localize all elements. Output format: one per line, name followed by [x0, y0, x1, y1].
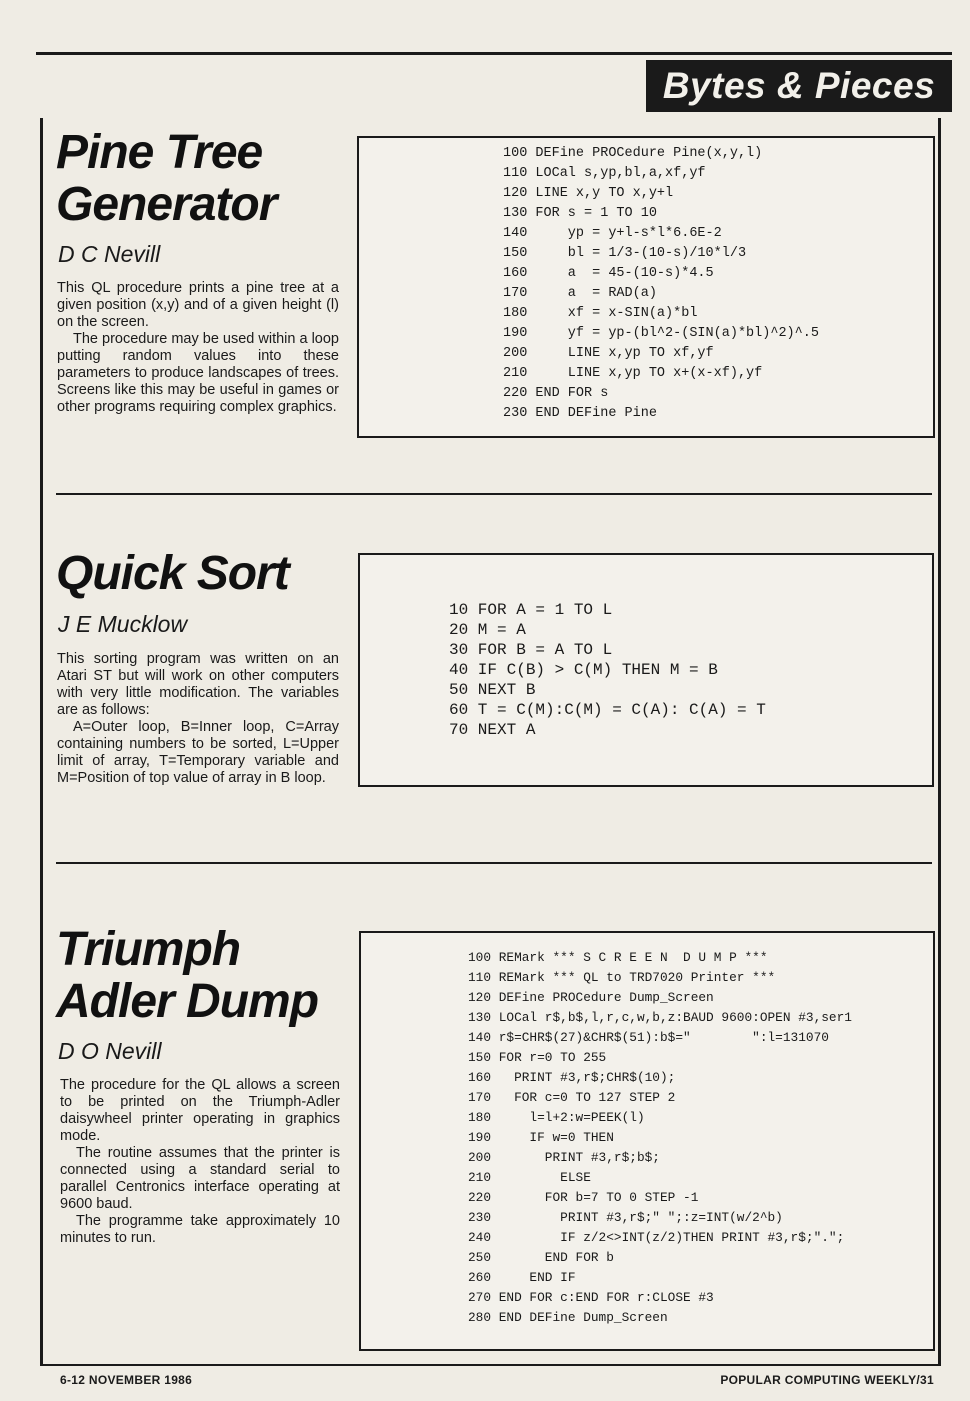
code-line: 70 NEXT A — [449, 721, 536, 739]
article-body — [57, 280, 339, 416]
code-line: 140 yp = y+l-s*l*6.6E-2 — [503, 226, 722, 241]
top-rule — [36, 52, 952, 55]
code-line: 210 LINE x,yp TO x+(x-xf),yf — [503, 366, 763, 381]
right-border-rule — [938, 118, 941, 1366]
code-listing — [503, 144, 819, 424]
code-line: 110 REMark *** QL to TRD7020 Printer *** — [468, 970, 776, 985]
code-line: 200 LINE x,yp TO xf,yf — [503, 346, 714, 361]
code-line: 200 PRINT #3,r$;b$; — [468, 1150, 660, 1165]
code-line: 280 END DEFine Dump_Screen — [468, 1310, 668, 1325]
section-divider — [56, 862, 932, 864]
left-border-rule — [40, 118, 43, 1366]
article-author: J E Mucklow — [58, 611, 188, 637]
code-line: 50 NEXT B — [449, 681, 536, 699]
code-line: 30 FOR B = A TO L — [449, 641, 613, 659]
code-line: 180 l=l+2:w=PEEK(l) — [468, 1110, 645, 1125]
code-line: 100 DEFine PROCedure Pine(x,y,l) — [503, 146, 763, 161]
code-line: 100 REMark *** S C R E E N D U M P *** — [468, 950, 768, 965]
footer-date: 6-12 NOVEMBER 1986 — [60, 1373, 193, 1387]
section-divider — [56, 493, 932, 495]
footer-page-number: POPULAR COMPUTING WEEKLY/31 — [720, 1373, 934, 1387]
code-line: 240 IF z/2<>INT(z/2)THEN PRINT #3,r$;"."; — [468, 1230, 845, 1245]
code-line: 250 END FOR b — [468, 1250, 614, 1265]
code-line: 130 LOCal r$,b$,l,r,c,w,b,z:BAUD 9600:OPEN #3,ser1 — [468, 1010, 852, 1025]
article-title — [56, 924, 318, 1028]
body-paragraph: A=Outer loop, B=Inner loop, C=Array containing numbers to be sorted, L=Upper limit of array, T=Temporary variable and M=Position of top value of array in B loop. — [57, 719, 339, 786]
body-paragraph: The routine assumes that the printer is connected using a standard serial to parallel Centronics interface operating at 9600 baud. — [60, 1145, 340, 1212]
bottom-rule — [40, 1364, 940, 1366]
code-line: 220 FOR b=7 TO 0 STEP -1 — [468, 1190, 699, 1205]
body-paragraph: This QL procedure prints a pine tree at a given position (x,y) and of a given height (l) on the screen. — [57, 280, 339, 330]
body-paragraph: This sorting program was written on an Atari ST but will work on other computers with very little modification. The variables are as follows: — [57, 651, 339, 718]
code-line: 190 yf = yp-(bl^2-(SIN(a)*bl)^2)^.5 — [503, 326, 819, 341]
code-line: 170 a = RAD(a) — [503, 286, 657, 301]
code-line: 160 a = 45-(10-s)*4.5 — [503, 266, 714, 281]
body-paragraph: The procedure may be used within a loop putting random values into these parameters to produce landscapes of trees. Screens like this may be useful in games or other programs requiring complex graphics. — [57, 331, 339, 415]
code-line: 150 bl = 1/3-(10-s)/10*l/3 — [503, 246, 747, 261]
code-line: 60 T = C(M):C(M) = C(A): C(A) = T — [449, 701, 766, 719]
article-author: D C Nevill — [58, 241, 161, 267]
title-line: Pine Tree — [56, 126, 263, 179]
code-line: 180 xf = x-SIN(a)*bl — [503, 306, 698, 321]
code-line: 160 PRINT #3,r$;CHR$(10); — [468, 1070, 676, 1085]
code-line: 230 END DEFine Pine — [503, 406, 657, 421]
code-line: 170 FOR c=0 TO 127 STEP 2 — [468, 1090, 676, 1105]
code-line: 210 ELSE — [468, 1170, 591, 1185]
article-body — [60, 1077, 340, 1247]
title-line: Quick Sort — [56, 547, 289, 600]
code-line: 140 r$=CHR$(27)&CHR$(51):b$=" ":l=131070 — [468, 1030, 829, 1045]
article-title — [56, 127, 276, 231]
code-line: 270 END FOR c:END FOR r:CLOSE #3 — [468, 1290, 714, 1305]
code-line: 220 END FOR s — [503, 386, 609, 401]
code-line: 260 END IF — [468, 1270, 576, 1285]
code-line: 120 LINE x,y TO x,y+l — [503, 186, 674, 201]
title-line: Triumph — [56, 923, 241, 976]
code-line: 40 IF C(B) > C(M) THEN M = B — [449, 661, 718, 679]
code-listing — [468, 948, 852, 1328]
title-line: Adler Dump — [56, 975, 319, 1028]
code-line: 10 FOR A = 1 TO L — [449, 601, 613, 619]
code-listing — [449, 600, 766, 740]
article-body — [57, 651, 339, 787]
section-banner: Bytes & Pieces — [646, 60, 952, 112]
code-line: 120 DEFine PROCedure Dump_Screen — [468, 990, 714, 1005]
title-line: Generator — [56, 178, 277, 231]
code-line: 130 FOR s = 1 TO 10 — [503, 206, 657, 221]
code-line: 150 FOR r=0 TO 255 — [468, 1050, 607, 1065]
body-paragraph: The procedure for the QL allows a screen to be printed on the Triumph-Adler daisywheel printer operating in graphics mode. — [60, 1077, 340, 1144]
code-line: 20 M = A — [449, 621, 526, 639]
body-paragraph: The programme take approximately 10 minutes to run. — [60, 1213, 340, 1246]
article-title — [56, 548, 289, 600]
code-line: 190 IF w=0 THEN — [468, 1130, 614, 1145]
code-line: 230 PRINT #3,r$;" ";:z=INT(w/2^b) — [468, 1210, 783, 1225]
code-line: 110 LOCal s,yp,bl,a,xf,yf — [503, 166, 706, 181]
article-author: D O Nevill — [58, 1038, 162, 1064]
